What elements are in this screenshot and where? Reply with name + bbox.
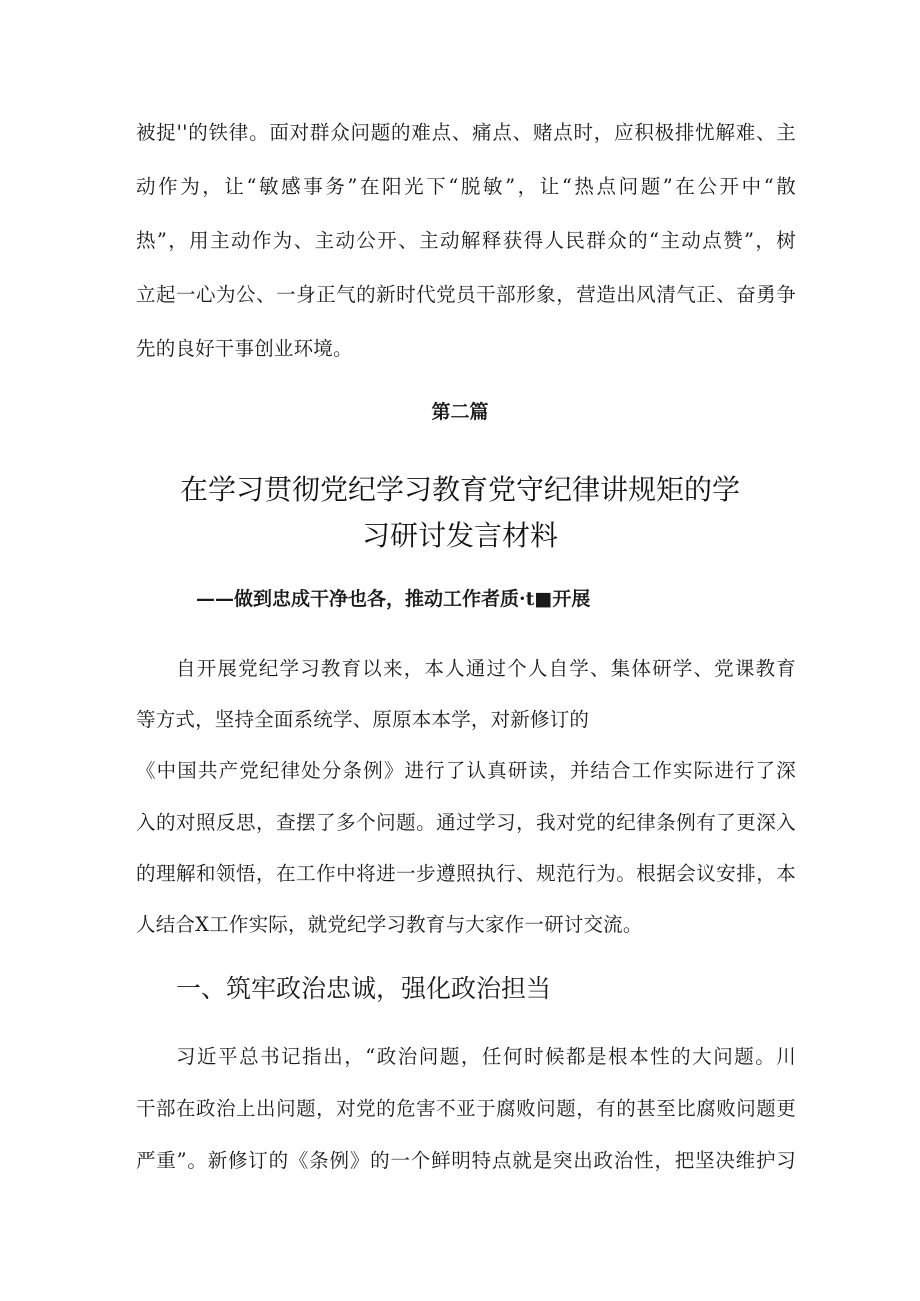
intro-line-2: 动作为，让“敏感事务”在阳光下“脱敏”，让“热点问题”在公开中“散 xyxy=(136,175,796,198)
article-title-line-1: 在学习贯彻党纪学习教育党守纪律讲规矩的学 xyxy=(179,473,740,506)
section-heading-1: 一、筑牢政治忠诚，强化政治担当 xyxy=(176,974,552,1003)
intro-line-4: 立起一心为公、一身正气的新时代党员干部形象，营造出风清气正、奋勇争 xyxy=(136,283,796,306)
body-line-3: 《中国共产党纪律处分条例》进行了认真研读，并结合工作实际进行了深 xyxy=(136,759,796,782)
final-line-2: 干部在政治上出问题，对党的危害不亚于腐败问题，有的甚至比腐败问题更 xyxy=(136,1097,796,1120)
final-line-3: 严重”。新修订的《条例》的一个鲜明特点就是突出政治性，把坚决维护习 xyxy=(136,1149,796,1172)
intro-line-1: 被捉''的铁律。面对群众问题的难点、痛点、赌点时，应积极排忧解难、主 xyxy=(136,121,796,144)
intro-line-3: 热”，用主动作为、主动公开、主动解释获得人民群众的“主动点赞”，树 xyxy=(136,229,796,252)
final-line-1: 习近平总书记指出，“政治问题，任何时候都是根本性的大问题。川 xyxy=(176,1045,796,1068)
section-label: 第二篇 xyxy=(431,401,489,423)
body-line-6: 人结合X工作实际，就党纪学习教育与大家作一研讨交流。 xyxy=(136,913,643,936)
body-line-2: 等方式，坚持全面系统学、原原本本学，对新修订的 xyxy=(136,708,590,731)
article-subtitle: ——做到忠成干净也各，推动工作者质·t■开展 xyxy=(196,588,591,610)
body-line-4: 入的对照反思，查摆了多个问题。通过学习，我对党的纪律条例有了更深入 xyxy=(136,811,796,834)
intro-line-5: 先的良好干事创业环境。 xyxy=(136,337,353,360)
body-line-5: 的理解和领悟，在工作中将进一步遵照执行、规范行为。根据会议安排，本 xyxy=(136,862,796,885)
body-line-1: 自开展党纪学习教育以来，本人通过个人自学、集体研学、党课教育 xyxy=(176,657,796,680)
article-title-line-2: 习研讨发言材料 xyxy=(361,519,558,552)
